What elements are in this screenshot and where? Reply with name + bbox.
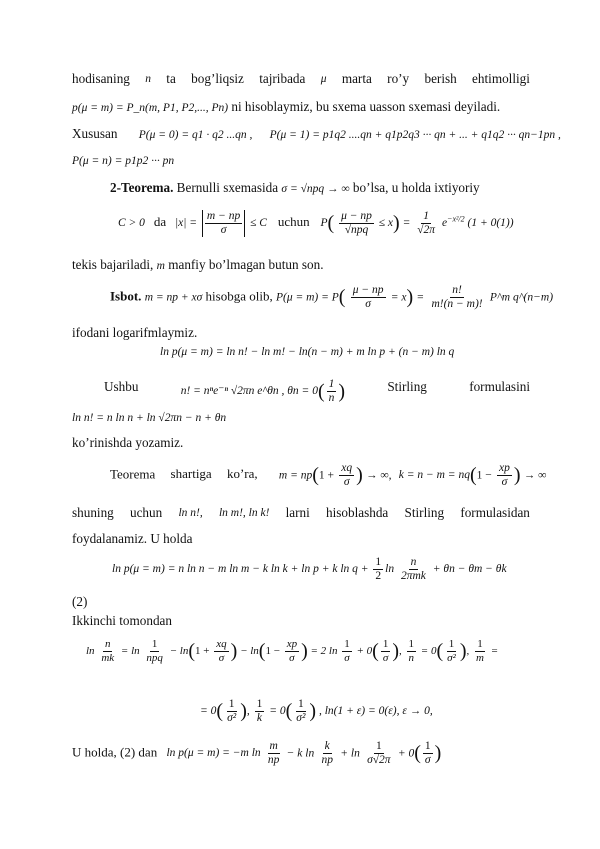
one-plus: 1 +: [195, 645, 210, 658]
word: Teorema: [110, 466, 156, 482]
word: tajribada: [259, 71, 306, 86]
formula-p: P(μ = m) = P: [275, 291, 339, 304]
formula-sigma-cond: σ = √npq → ∞: [281, 183, 350, 195]
numerator: 1: [375, 556, 382, 568]
eq-o: = 0: [269, 705, 286, 718]
denominator: mk: [101, 652, 115, 664]
formula: ln n!,: [178, 507, 203, 519]
frac-n-mk: [99, 638, 116, 665]
word: hisoblashda: [326, 505, 389, 520]
paragraph-line-8: [72, 504, 530, 522]
paren-open: (: [338, 286, 346, 308]
paren-close: ): [513, 464, 521, 486]
denominator: σ: [220, 224, 227, 236]
word: formulasidan: [460, 505, 530, 520]
paren-open: (: [285, 700, 293, 722]
paragraph-line-3: [72, 125, 561, 144]
denominator: k: [256, 712, 263, 724]
equation-4: [200, 698, 433, 725]
exponent: −x²/2: [447, 214, 465, 224]
text: Bernulli sxemasida: [176, 180, 279, 195]
frac-m-np: [266, 740, 282, 767]
paragraph-line-1: [72, 70, 530, 88]
equation-3: [86, 638, 498, 665]
numerator: k: [324, 740, 330, 752]
text: hisobga olib,: [205, 288, 273, 304]
condition-line: [110, 462, 546, 489]
frac-xq: [214, 638, 228, 665]
paren-open: (: [258, 640, 266, 662]
numerator: 1: [424, 740, 431, 752]
equation-log: ln p(μ = m) = ln n! − ln m! − ln(n − m) + m ln p + (n − m) ln q: [160, 346, 455, 358]
paren-open: (: [188, 640, 196, 662]
paragraph-line-10: Ikkinchi tomondan: [72, 613, 172, 628]
frac-k-np: [319, 740, 335, 767]
paren-close: ): [240, 700, 247, 722]
minus-ln: − ln: [169, 645, 189, 658]
equation-2: [112, 556, 507, 583]
numerator: 1: [423, 210, 430, 222]
denominator: σ: [343, 476, 350, 488]
formula-m: m = np + xσ: [144, 291, 203, 304]
formula-k: k = n − m = nq: [398, 469, 470, 482]
word-da: da: [153, 214, 167, 230]
numerator: 1: [408, 638, 415, 650]
formula-p-mu-m: p(μ = m) = P_n(m, P1, P2,..., Pn): [72, 102, 229, 114]
word: uchun: [129, 505, 163, 520]
two-ln: = 2 ln: [310, 645, 338, 658]
numerator: μ − np: [341, 210, 372, 222]
one-minus: 1 −: [265, 645, 280, 658]
comma: ,: [246, 705, 250, 718]
eq-o: = 0: [200, 705, 217, 718]
frac-half: [373, 556, 383, 583]
paren-close: ): [356, 464, 363, 486]
equals: =: [416, 291, 425, 304]
paren-close: ): [338, 380, 346, 403]
formula-part: ln p(μ = m) = n ln n − m ln m − k ln k + ln p + k ln q +: [112, 563, 369, 576]
formula-p0: P(μ = 0) = q1 · q2 ...qn ,: [138, 129, 253, 141]
word: shuning: [72, 505, 114, 520]
denominator: σ: [344, 652, 350, 664]
frac-1-sigma: [423, 740, 433, 767]
formula: ln m!, ln k!: [218, 507, 270, 519]
denominator: √npq: [344, 224, 369, 236]
denominator: np: [267, 754, 280, 766]
formula-part: ln p(μ = m) = −m ln: [166, 747, 261, 760]
word: larni: [285, 505, 310, 520]
paren-close: ): [459, 640, 467, 662]
paren-close: ): [230, 640, 238, 662]
le-x: ≤ x: [378, 217, 394, 230]
word: ro’y: [387, 71, 410, 86]
formula-p1: P(μ = 1) = p1q2 ....qn + q1p2q3 ··· qn + ... + q1q2 ··· qn−1pn ,: [269, 129, 561, 141]
frac-1-n: [407, 638, 417, 665]
label-xususan: Xususan: [72, 126, 118, 141]
frac-1-n: [327, 378, 337, 405]
frac-1-m: [474, 638, 486, 665]
stirling-line: [104, 378, 530, 405]
denominator: n: [408, 652, 415, 664]
minus-k-ln: − k ln: [286, 747, 315, 760]
proof-title: Isbot.: [110, 288, 142, 304]
denominator: σ: [501, 476, 508, 488]
paragraph-line-4: [72, 151, 530, 170]
frac-1-sigma2: [225, 698, 238, 725]
formula-text: n! = nⁿe⁻ⁿ √2πn e^θn , θn = 0: [180, 385, 318, 398]
denominator: √2π: [417, 224, 436, 236]
word: marta: [341, 71, 372, 86]
frac-xp: [285, 638, 299, 665]
ln: ln: [385, 563, 395, 576]
denominator: 2: [375, 570, 382, 582]
frac-1-sigma: [381, 638, 391, 665]
numerator: 1: [151, 638, 158, 650]
cond-c: C > 0: [118, 217, 145, 230]
denominator: σ²: [227, 712, 237, 724]
paren-open: (: [312, 464, 319, 486]
frac-1-sigma: [342, 638, 352, 665]
frac-1-k: [255, 698, 265, 725]
theorem-title: 2-Teorema.: [110, 180, 174, 195]
numerator: 1: [382, 638, 389, 650]
numerator: n!: [452, 284, 462, 296]
denominator: σ: [365, 298, 371, 310]
final-line: [72, 740, 441, 767]
paren-open: (: [327, 212, 335, 234]
plus-o: + 0: [356, 645, 373, 658]
text: manfiy bo’lmagan butun son.: [168, 257, 324, 272]
one-minus: 1 −: [476, 469, 492, 482]
frac-factorial: [429, 284, 484, 311]
frac-1-sigma-sqrt2pi: [365, 740, 393, 767]
frac-1-sigma2: [294, 698, 307, 725]
numerator: xp: [499, 462, 510, 474]
comma: ,: [466, 645, 470, 658]
comma: ,: [399, 645, 402, 658]
equation-label-2: (2): [72, 594, 88, 609]
frac-m-np-sigma: [202, 210, 245, 237]
paren-close: ): [393, 212, 400, 234]
paren-open: (: [317, 380, 325, 403]
arrow: → ∞: [523, 469, 547, 482]
tail: (1 + 0(1)): [467, 217, 514, 230]
denominator: σ√2π: [367, 754, 391, 766]
denominator: npq: [146, 652, 163, 664]
formula-ln-n-factorial: ln n! = n ln n + ln √2πn − n + θn: [72, 412, 227, 424]
paren-close: ): [301, 640, 308, 662]
equals: =: [490, 645, 499, 658]
frac-1-sigma2: [445, 638, 458, 665]
text: ni hisoblaymiz, bu sxema uasson sxemasi deyiladi.: [231, 99, 501, 114]
formula-stirling: [181, 378, 345, 405]
denominator: σ: [289, 652, 295, 664]
numerator: n: [104, 638, 111, 650]
paragraph-line-7: ko’rinishda yozamiz.: [72, 435, 184, 450]
proof-line: [110, 284, 553, 311]
plus-ln: + ln: [340, 747, 360, 760]
formula-m: m = np: [278, 469, 313, 482]
denominator: m!(n − m)!: [431, 298, 483, 310]
denominator: n: [328, 392, 335, 404]
paren-open: (: [414, 742, 421, 764]
exp-e: e: [441, 217, 448, 230]
word: shartiga: [170, 466, 212, 482]
le-c: ≤ C: [250, 217, 267, 230]
word: berish: [424, 71, 457, 86]
word: Stirling: [387, 379, 427, 394]
numerator: xq: [216, 638, 227, 650]
denominator: σ: [382, 652, 389, 664]
numerator: xq: [341, 462, 353, 474]
eq-o: = 0: [420, 645, 437, 658]
one-plus: 1 +: [318, 469, 335, 482]
stirling-line-2: [72, 408, 530, 427]
paragraph-line-2: [72, 98, 530, 117]
numerator: m − np: [206, 210, 241, 222]
var-m: m: [156, 260, 165, 272]
word: Ushbu: [104, 379, 139, 394]
formula-part: , ln(1 + ε) = 0(ε), ε → 0,: [318, 705, 433, 718]
numerator: n: [410, 556, 417, 568]
paragraph-line-9: foydalanamiz. U holda: [72, 531, 193, 546]
numerator: 1: [448, 638, 455, 650]
word: ehtimolligi: [472, 71, 530, 86]
paren-open: (: [469, 464, 477, 486]
prob-p: P: [320, 217, 328, 230]
paren-close: ): [392, 640, 400, 662]
paragraph-line-5: [72, 256, 530, 275]
numerator: 1: [228, 698, 235, 710]
frac-xp-sigma: [497, 462, 512, 489]
denominator: σ²: [447, 652, 456, 664]
paren-open: (: [436, 640, 444, 662]
word: ta: [166, 71, 176, 86]
theorem-line: [110, 179, 568, 198]
formula-part: + θn − θm − θk: [432, 563, 507, 576]
frac-one-sqrt2pi: [415, 210, 437, 237]
paren-close: ): [309, 700, 317, 722]
numerator: 1: [344, 638, 350, 650]
text: U holda, (2) dan: [72, 744, 158, 760]
word: bog’liqsiz: [191, 71, 244, 86]
formula-pn: P(μ = n) = p1p2 ··· pn: [72, 155, 175, 167]
arrow: → ∞,: [366, 469, 392, 482]
denominator: np: [321, 754, 333, 766]
word: ko’ra,: [226, 466, 258, 482]
paren-close: ): [406, 286, 414, 308]
numerator: xp: [286, 638, 298, 650]
denominator: σ²: [296, 712, 306, 724]
denominator: σ: [218, 652, 225, 664]
frac-mu-np-sigma: [351, 284, 386, 311]
word-uchun: uchun: [277, 214, 310, 230]
numerator: 1: [297, 698, 304, 710]
equals: =: [402, 217, 411, 230]
text: tekis bajariladi,: [72, 257, 154, 272]
ln: ln: [86, 645, 95, 658]
frac-xq-sigma: [339, 462, 354, 489]
tail: P^m q^(n−m): [489, 291, 554, 304]
var-n: n: [145, 73, 151, 85]
denominator: 2πmk: [400, 570, 426, 582]
paren-close: ): [434, 742, 442, 764]
numerator: 1: [328, 378, 335, 390]
numerator: 1: [256, 698, 263, 710]
plus-o: + 0: [397, 747, 415, 760]
theorem-equation: [118, 210, 514, 237]
frac-n-2pimk: [399, 556, 428, 583]
numerator: μ − np: [352, 284, 384, 296]
var-mu: μ: [320, 73, 327, 85]
eq-ln: = ln: [120, 645, 140, 658]
word: hodisaning: [72, 71, 130, 86]
paren-open: (: [216, 700, 224, 722]
numerator: 1: [477, 638, 483, 650]
paragraph-line-6: ifodani logarifmlaymiz.: [72, 325, 198, 340]
paren-open: (: [372, 640, 379, 662]
denominator: m: [476, 652, 484, 664]
text: bo’lsa, u holda ixtiyoriy: [352, 180, 480, 195]
frac-mu-np: [339, 210, 374, 237]
numerator: 1: [375, 740, 382, 752]
frac-1-npq: [144, 638, 165, 665]
word: Stirling: [404, 505, 445, 520]
minus-ln: − ln: [240, 645, 259, 658]
numerator: m: [269, 740, 278, 752]
eq-x: = x: [390, 291, 407, 304]
abs-x: |x| =: [174, 217, 198, 230]
denominator: σ: [424, 754, 431, 766]
word: formulasini: [469, 379, 530, 394]
